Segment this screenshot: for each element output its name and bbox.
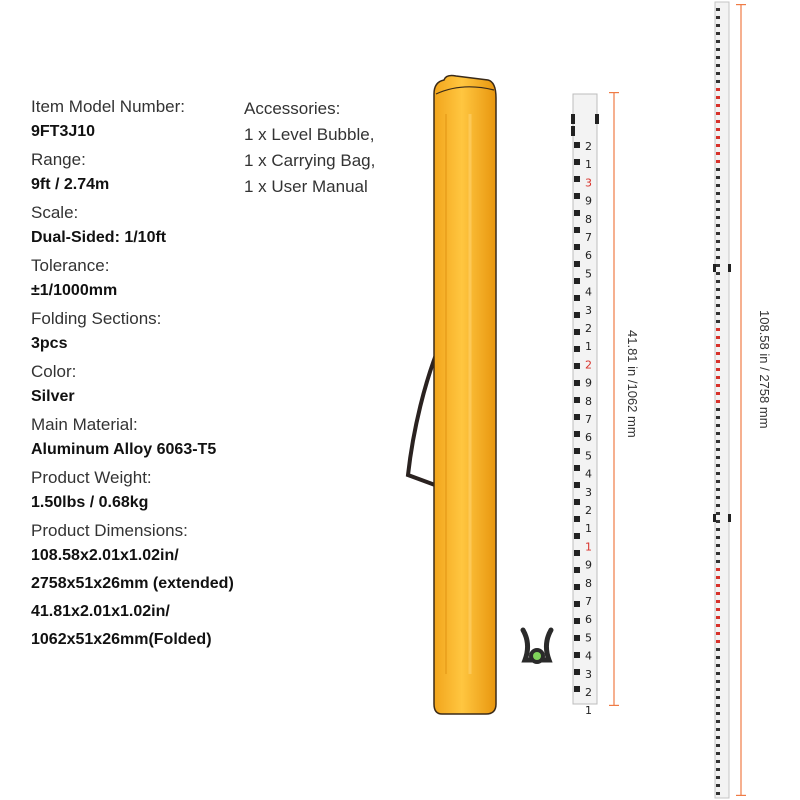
svg-text:2: 2 (585, 358, 592, 372)
extended-rod-image (713, 2, 731, 798)
spec-label: Color: (31, 362, 77, 381)
folded-dimension-line (607, 92, 621, 706)
svg-text:3: 3 (585, 485, 592, 499)
accessories-title: Accessories: (244, 99, 341, 118)
svg-text:5: 5 (585, 631, 592, 645)
dimension-line: 108.58x2.01x1.02in/ (31, 547, 179, 564)
svg-text:1: 1 (585, 340, 592, 354)
accessory-item: 1 x Level Bubble, (244, 125, 375, 144)
svg-text:4: 4 (585, 649, 592, 663)
accessory-item: 1 x Carrying Bag, (244, 151, 376, 170)
spec-label: Tolerance: (31, 256, 110, 275)
spec-label: Scale: (31, 203, 79, 222)
svg-text:3: 3 (585, 176, 592, 190)
svg-text:4: 4 (585, 285, 592, 299)
svg-text:4: 4 (585, 467, 592, 481)
dimension-line: 41.81x2.01x1.02in/ (31, 603, 170, 620)
spec-label: Product Dimensions: (31, 521, 188, 540)
svg-text:1: 1 (585, 704, 592, 718)
spec-value: 9FT3J10 (31, 123, 96, 140)
spec-value: Dual-Sided: 1/10ft (31, 229, 167, 246)
svg-text:2: 2 (585, 322, 592, 335)
svg-text:8: 8 (585, 212, 592, 226)
svg-text:5: 5 (585, 267, 592, 281)
svg-text:2: 2 (585, 686, 592, 699)
spec-value: 3pcs (31, 335, 68, 352)
carrying-bag-image (432, 74, 498, 716)
spec-value: 1.50lbs / 0.68kg (31, 494, 149, 511)
svg-text:3: 3 (585, 303, 592, 317)
spec-label: Product Weight: (31, 468, 152, 487)
svg-text:6: 6 (585, 431, 592, 445)
spec-label: Main Material: (31, 415, 138, 434)
spec-label: Item Model Number: (31, 97, 185, 116)
spec-weight (31, 468, 331, 513)
spec-dimensions (31, 521, 331, 653)
folded-dimension-label: 41.81 in /1062 mm (625, 330, 640, 438)
spec-value: 9ft / 2.74m (31, 176, 110, 193)
svg-text:9: 9 (585, 558, 592, 572)
extended-dimension-line (734, 4, 748, 796)
spec-label: Folding Sections: (31, 309, 162, 328)
svg-text:7: 7 (585, 231, 592, 244)
svg-text:2: 2 (585, 140, 592, 153)
svg-text:5: 5 (585, 449, 592, 463)
dimension-line: 2758x51x26mm (extended) (31, 575, 234, 592)
spec-color (31, 362, 331, 407)
level-bubble-image (517, 626, 557, 670)
spec-value: Silver (31, 388, 75, 405)
dimension-line: 1062x51x26mm(Folded) (31, 631, 212, 648)
accessories (244, 96, 375, 200)
spec-folding-sections (31, 309, 331, 354)
svg-text:1: 1 (585, 540, 592, 554)
svg-text:8: 8 (585, 394, 592, 408)
spec-tolerance (31, 256, 331, 301)
svg-text:1: 1 (585, 158, 592, 172)
spec-scale (31, 203, 331, 248)
svg-text:1: 1 (585, 522, 592, 536)
spec-material (31, 415, 331, 460)
svg-text:6: 6 (585, 249, 592, 263)
svg-text:8: 8 (585, 576, 592, 590)
svg-text:7: 7 (585, 595, 592, 608)
spec-value: Aluminum Alloy 6063-T5 (31, 441, 217, 458)
spec-value: ±1/1000mm (31, 282, 118, 299)
accessory-item: 1 x User Manual (244, 177, 368, 196)
folded-rod-image (571, 92, 601, 718)
svg-text:3: 3 (585, 667, 592, 681)
svg-text:9: 9 (585, 194, 592, 208)
extended-dimension-label: 108.58 in / 2758 mm (757, 310, 772, 429)
svg-text:6: 6 (585, 613, 592, 627)
spec-label: Range: (31, 150, 86, 169)
svg-text:9: 9 (585, 376, 592, 390)
svg-text:7: 7 (585, 413, 592, 426)
svg-text:2: 2 (585, 504, 592, 517)
